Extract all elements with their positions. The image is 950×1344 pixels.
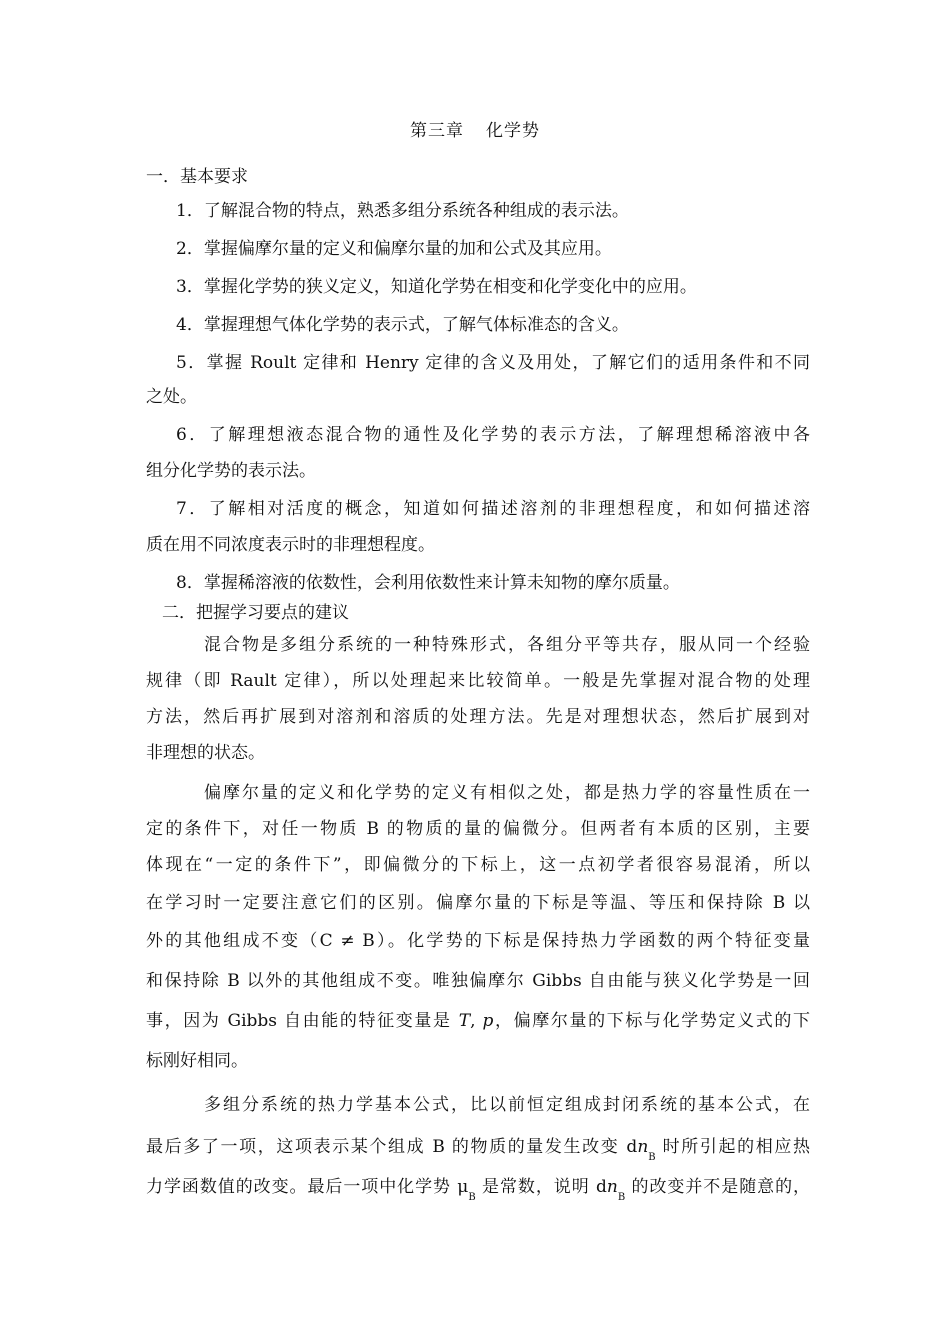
paragraph-line — [146, 1176, 811, 1203]
section-heading-advice: 二．把握学习要点的建议 — [162, 603, 349, 623]
paragraph-line — [146, 1136, 811, 1163]
paragraph-line: 偏摩尔量的定义和化学势的定义有相似之处，都是热力学的容量性质在一 — [204, 783, 810, 803]
text-run: 的改变并不是随意的， — [625, 1177, 811, 1197]
chapter-number: 第三章 — [410, 121, 464, 141]
paragraph-line: 多组分系统的热力学基本公式，比以前恒定组成封闭系统的基本公式，在 — [204, 1095, 810, 1115]
chapter-name: 化学势 — [486, 121, 540, 141]
paragraph-line: 和保持除 B 以外的其他组成不变。唯独偏摩尔 Gibbs 自由能与狭义化学势是一回 — [146, 971, 810, 991]
paragraph-line: 非理想的状态。 — [146, 743, 265, 763]
paragraph-line — [146, 1010, 810, 1032]
paragraph-line: 混合物是多组分系统的一种特殊形式，各组分平等共存，服从同一个经验 — [204, 635, 810, 655]
paragraph-line: 在学习时一定要注意它们的区别。偏摩尔量的下标是等温、等压和保持除 B 以 — [146, 893, 810, 913]
paragraph-line: 规律（即 Rault 定律），所以处理起来比较简单。一般是先掌握对混合物的处理 — [146, 671, 810, 691]
variable-n: n — [606, 1177, 618, 1197]
subscript-B: B — [468, 1192, 476, 1203]
requirement-item: 3．掌握化学势的狭义定义，知道化学势在相变和化学变化中的应用。 — [176, 277, 697, 297]
variable-p: p — [482, 1011, 494, 1031]
requirement-item-continued: 组分化学势的表示法。 — [146, 461, 316, 481]
variable-T: T — [458, 1011, 471, 1031]
requirement-item: 8．掌握稀溶液的依数性，会利用依数性来计算未知物的摩尔质量。 — [176, 573, 680, 593]
text-run: 事，因为 Gibbs 自由能的特征变量是 — [146, 1011, 459, 1031]
paragraph-line: 体现在“一定的条件下”，即偏微分的下标上，这一点初学者很容易混淆，所以 — [146, 855, 810, 875]
requirement-item: 5．掌握 Roult 定律和 Henry 定律的含义及用处，了解它们的适用条件和不同 — [176, 353, 810, 373]
chapter-title — [0, 116, 950, 141]
requirement-item: 1．了解混合物的特点，熟悉多组分系统各种组成的表示法。 — [176, 201, 629, 221]
section-heading-requirements: 一．基本要求 — [146, 167, 248, 187]
requirement-item: 2．掌握偏摩尔量的定义和偏摩尔量的加和公式及其应用。 — [176, 239, 612, 259]
text-run: ，偏摩尔量的下标与化学势定义式的下 — [493, 1011, 811, 1031]
paragraph-line: 定的条件下，对任一物质 B 的物质的量的偏微分。但两者有本质的区别，主要 — [146, 819, 810, 839]
subscript-B: B — [648, 1152, 656, 1163]
text-run: 力学函数值的改变。最后一项中化学势 μ — [146, 1177, 469, 1197]
text-run: , — [470, 1011, 483, 1031]
requirement-item-continued: 之处。 — [146, 387, 197, 407]
requirement-item-continued: 质在用不同浓度表示时的非理想程度。 — [146, 535, 435, 555]
paragraph-line: 标刚好相同。 — [146, 1051, 248, 1071]
paragraph-line: 方法，然后再扩展到对溶剂和溶质的处理方法。先是对理想状态，然后扩展到对 — [146, 707, 810, 727]
text-run: 最后多了一项，这项表示某个组成 B 的物质的量发生改变 d — [146, 1137, 638, 1157]
requirement-item: 6．了解理想液态混合物的通性及化学势的表示方法，了解理想稀溶液中各 — [176, 425, 810, 445]
paragraph-line: 外的其他组成不变（C ≠ B）。化学势的下标是保持热力学函数的两个特征变量 — [146, 931, 810, 951]
requirement-item: 7．了解相对活度的概念，知道如何描述溶剂的非理想程度，和如何描述溶 — [176, 499, 810, 519]
text-run: 是常数，说明 d — [475, 1177, 607, 1197]
subscript-B: B — [617, 1192, 626, 1203]
text-run: 时所引起的相应热 — [655, 1137, 811, 1157]
variable-n: n — [637, 1137, 649, 1157]
requirement-item: 4．掌握理想气体化学势的表示式，了解气体标准态的含义。 — [176, 315, 629, 335]
